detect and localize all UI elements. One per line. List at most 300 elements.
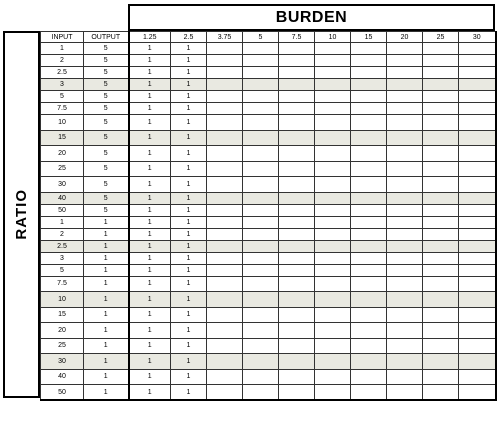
cell-burden-value[interactable] bbox=[351, 67, 387, 79]
cell-burden-value[interactable] bbox=[279, 323, 315, 339]
cell-burden-value[interactable] bbox=[351, 146, 387, 162]
cell-input[interactable]: 7.5 bbox=[41, 276, 84, 292]
cell-burden-value[interactable]: 1 bbox=[129, 177, 171, 193]
cell-burden-value[interactable]: 1 bbox=[171, 323, 207, 339]
cell-burden-value[interactable] bbox=[315, 240, 351, 252]
cell-burden-value[interactable]: 1 bbox=[129, 161, 171, 177]
cell-input[interactable]: 40 bbox=[41, 192, 84, 204]
cell-burden-value[interactable] bbox=[351, 91, 387, 103]
cell-burden-value[interactable]: 1 bbox=[171, 252, 207, 264]
cell-burden-value[interactable] bbox=[279, 115, 315, 131]
cell-input[interactable]: 2 bbox=[41, 228, 84, 240]
cell-burden-value[interactable] bbox=[207, 264, 243, 276]
cell-burden-value[interactable] bbox=[243, 161, 279, 177]
cell-burden-value[interactable] bbox=[315, 103, 351, 115]
cell-burden-value[interactable] bbox=[423, 91, 459, 103]
cell-burden-value[interactable] bbox=[315, 161, 351, 177]
cell-burden-value[interactable]: 1 bbox=[171, 192, 207, 204]
cell-burden-value[interactable] bbox=[315, 115, 351, 131]
cell-burden-value[interactable] bbox=[279, 264, 315, 276]
cell-burden-value[interactable] bbox=[351, 130, 387, 146]
cell-burden-value[interactable] bbox=[315, 67, 351, 79]
cell-burden-value[interactable] bbox=[459, 67, 496, 79]
cell-burden-value[interactable] bbox=[315, 323, 351, 339]
cell-burden-value[interactable]: 1 bbox=[129, 252, 171, 264]
cell-output[interactable]: 5 bbox=[84, 192, 129, 204]
cell-burden-value[interactable]: 1 bbox=[171, 161, 207, 177]
cell-burden-value[interactable] bbox=[387, 323, 423, 339]
cell-burden-value[interactable] bbox=[315, 369, 351, 385]
cell-input[interactable]: 10 bbox=[41, 292, 84, 308]
cell-burden-value[interactable] bbox=[315, 252, 351, 264]
cell-burden-value[interactable]: 1 bbox=[171, 369, 207, 385]
cell-burden-value[interactable] bbox=[207, 338, 243, 354]
cell-burden-value[interactable] bbox=[207, 115, 243, 131]
cell-burden-value[interactable] bbox=[423, 177, 459, 193]
cell-burden-value[interactable] bbox=[459, 228, 496, 240]
cell-burden-value[interactable] bbox=[459, 385, 496, 401]
cell-burden-value[interactable]: 1 bbox=[171, 67, 207, 79]
cell-burden-value[interactable]: 1 bbox=[129, 130, 171, 146]
cell-burden-value[interactable] bbox=[207, 307, 243, 323]
cell-burden-value[interactable] bbox=[207, 130, 243, 146]
cell-burden-value[interactable] bbox=[387, 276, 423, 292]
cell-burden-value[interactable] bbox=[351, 103, 387, 115]
cell-burden-value[interactable] bbox=[315, 307, 351, 323]
cell-burden-value[interactable] bbox=[315, 204, 351, 216]
cell-burden-value[interactable] bbox=[315, 177, 351, 193]
cell-burden-value[interactable] bbox=[207, 369, 243, 385]
cell-burden-value[interactable]: 1 bbox=[171, 103, 207, 115]
cell-burden-value[interactable] bbox=[279, 354, 315, 370]
cell-burden-value[interactable]: 1 bbox=[129, 307, 171, 323]
cell-burden-value[interactable] bbox=[351, 115, 387, 131]
cell-burden-value[interactable] bbox=[423, 323, 459, 339]
cell-burden-value[interactable] bbox=[207, 43, 243, 55]
cell-input[interactable]: 20 bbox=[41, 146, 84, 162]
cell-input[interactable]: 5 bbox=[41, 264, 84, 276]
cell-output[interactable]: 1 bbox=[84, 264, 129, 276]
cell-burden-value[interactable] bbox=[207, 67, 243, 79]
cell-burden-value[interactable]: 1 bbox=[129, 240, 171, 252]
cell-output[interactable]: 1 bbox=[84, 276, 129, 292]
cell-burden-value[interactable] bbox=[459, 369, 496, 385]
cell-burden-value[interactable]: 1 bbox=[171, 307, 207, 323]
cell-burden-value[interactable] bbox=[243, 338, 279, 354]
cell-burden-value[interactable] bbox=[459, 177, 496, 193]
cell-burden-value[interactable] bbox=[243, 79, 279, 91]
cell-output[interactable]: 1 bbox=[84, 338, 129, 354]
cell-burden-value[interactable] bbox=[279, 228, 315, 240]
cell-burden-value[interactable] bbox=[243, 252, 279, 264]
cell-burden-value[interactable] bbox=[423, 264, 459, 276]
cell-burden-value[interactable] bbox=[279, 385, 315, 401]
cell-burden-value[interactable] bbox=[459, 103, 496, 115]
cell-burden-value[interactable] bbox=[351, 204, 387, 216]
cell-burden-value[interactable] bbox=[207, 146, 243, 162]
cell-burden-value[interactable] bbox=[351, 385, 387, 401]
cell-burden-value[interactable] bbox=[243, 276, 279, 292]
cell-burden-value[interactable] bbox=[315, 91, 351, 103]
cell-burden-value[interactable] bbox=[315, 385, 351, 401]
cell-burden-value[interactable] bbox=[207, 385, 243, 401]
cell-burden-value[interactable]: 1 bbox=[171, 240, 207, 252]
cell-burden-value[interactable] bbox=[387, 192, 423, 204]
cell-input[interactable]: 1 bbox=[41, 43, 84, 55]
cell-burden-value[interactable] bbox=[459, 240, 496, 252]
cell-burden-value[interactable] bbox=[351, 79, 387, 91]
cell-burden-value[interactable] bbox=[387, 228, 423, 240]
cell-burden-value[interactable] bbox=[387, 146, 423, 162]
cell-burden-value[interactable] bbox=[207, 79, 243, 91]
cell-burden-value[interactable]: 1 bbox=[129, 264, 171, 276]
cell-burden-value[interactable]: 1 bbox=[171, 91, 207, 103]
cell-burden-value[interactable] bbox=[279, 204, 315, 216]
cell-burden-value[interactable] bbox=[207, 192, 243, 204]
cell-burden-value[interactable] bbox=[207, 252, 243, 264]
cell-burden-value[interactable]: 1 bbox=[129, 369, 171, 385]
cell-burden-value[interactable] bbox=[279, 276, 315, 292]
cell-burden-value[interactable]: 1 bbox=[171, 55, 207, 67]
cell-burden-value[interactable] bbox=[315, 192, 351, 204]
cell-burden-value[interactable] bbox=[351, 228, 387, 240]
cell-burden-value[interactable] bbox=[351, 276, 387, 292]
cell-burden-value[interactable]: 1 bbox=[171, 146, 207, 162]
cell-burden-value[interactable] bbox=[207, 55, 243, 67]
cell-burden-value[interactable] bbox=[279, 240, 315, 252]
cell-burden-value[interactable] bbox=[459, 115, 496, 131]
cell-burden-value[interactable] bbox=[387, 55, 423, 67]
cell-burden-value[interactable] bbox=[279, 252, 315, 264]
cell-input[interactable]: 3 bbox=[41, 79, 84, 91]
cell-burden-value[interactable] bbox=[423, 55, 459, 67]
cell-burden-value[interactable]: 1 bbox=[171, 177, 207, 193]
cell-burden-value[interactable] bbox=[459, 43, 496, 55]
cell-burden-value[interactable] bbox=[243, 369, 279, 385]
cell-burden-value[interactable] bbox=[207, 228, 243, 240]
cell-burden-value[interactable] bbox=[243, 103, 279, 115]
cell-burden-value[interactable] bbox=[387, 79, 423, 91]
cell-burden-value[interactable] bbox=[243, 204, 279, 216]
cell-burden-value[interactable] bbox=[423, 103, 459, 115]
cell-output[interactable]: 1 bbox=[84, 216, 129, 228]
cell-burden-value[interactable] bbox=[423, 385, 459, 401]
cell-output[interactable]: 1 bbox=[84, 354, 129, 370]
cell-burden-value[interactable]: 1 bbox=[129, 338, 171, 354]
cell-burden-value[interactable] bbox=[279, 55, 315, 67]
cell-input[interactable]: 50 bbox=[41, 204, 84, 216]
cell-output[interactable]: 1 bbox=[84, 252, 129, 264]
cell-burden-value[interactable] bbox=[351, 307, 387, 323]
cell-burden-value[interactable] bbox=[351, 292, 387, 308]
cell-burden-value[interactable]: 1 bbox=[129, 292, 171, 308]
cell-input[interactable]: 25 bbox=[41, 338, 84, 354]
cell-burden-value[interactable] bbox=[279, 307, 315, 323]
cell-burden-value[interactable] bbox=[387, 161, 423, 177]
cell-burden-value[interactable]: 1 bbox=[129, 354, 171, 370]
cell-burden-value[interactable] bbox=[243, 307, 279, 323]
cell-burden-value[interactable] bbox=[387, 252, 423, 264]
cell-burden-value[interactable] bbox=[387, 264, 423, 276]
cell-burden-value[interactable] bbox=[279, 67, 315, 79]
cell-burden-value[interactable] bbox=[423, 216, 459, 228]
cell-burden-value[interactable] bbox=[351, 55, 387, 67]
cell-burden-value[interactable] bbox=[243, 115, 279, 131]
cell-burden-value[interactable] bbox=[459, 354, 496, 370]
cell-burden-value[interactable] bbox=[279, 338, 315, 354]
cell-burden-value[interactable] bbox=[459, 216, 496, 228]
cell-input[interactable]: 20 bbox=[41, 323, 84, 339]
cell-burden-value[interactable]: 1 bbox=[129, 216, 171, 228]
cell-burden-value[interactable]: 1 bbox=[129, 79, 171, 91]
cell-output[interactable]: 5 bbox=[84, 146, 129, 162]
cell-burden-value[interactable] bbox=[387, 67, 423, 79]
cell-burden-value[interactable] bbox=[459, 130, 496, 146]
cell-output[interactable]: 5 bbox=[84, 91, 129, 103]
cell-burden-value[interactable] bbox=[279, 161, 315, 177]
cell-burden-value[interactable] bbox=[243, 67, 279, 79]
cell-burden-value[interactable] bbox=[423, 192, 459, 204]
cell-burden-value[interactable]: 1 bbox=[129, 204, 171, 216]
cell-burden-value[interactable] bbox=[423, 146, 459, 162]
cell-burden-value[interactable] bbox=[459, 161, 496, 177]
cell-output[interactable]: 5 bbox=[84, 79, 129, 91]
cell-burden-value[interactable] bbox=[387, 130, 423, 146]
cell-output[interactable]: 5 bbox=[84, 55, 129, 67]
cell-output[interactable]: 1 bbox=[84, 292, 129, 308]
cell-burden-value[interactable] bbox=[207, 292, 243, 308]
cell-burden-value[interactable] bbox=[387, 115, 423, 131]
cell-burden-value[interactable] bbox=[315, 79, 351, 91]
cell-burden-value[interactable]: 1 bbox=[129, 67, 171, 79]
cell-burden-value[interactable] bbox=[351, 177, 387, 193]
cell-burden-value[interactable] bbox=[351, 252, 387, 264]
cell-burden-value[interactable] bbox=[279, 79, 315, 91]
cell-burden-value[interactable] bbox=[423, 204, 459, 216]
cell-burden-value[interactable] bbox=[315, 216, 351, 228]
cell-burden-value[interactable]: 1 bbox=[171, 43, 207, 55]
cell-burden-value[interactable]: 1 bbox=[171, 115, 207, 131]
cell-burden-value[interactable]: 1 bbox=[129, 385, 171, 401]
cell-burden-value[interactable] bbox=[243, 43, 279, 55]
cell-burden-value[interactable] bbox=[243, 292, 279, 308]
cell-burden-value[interactable] bbox=[243, 323, 279, 339]
cell-burden-value[interactable] bbox=[387, 385, 423, 401]
cell-burden-value[interactable] bbox=[351, 216, 387, 228]
cell-burden-value[interactable] bbox=[207, 103, 243, 115]
cell-burden-value[interactable]: 1 bbox=[129, 115, 171, 131]
cell-burden-value[interactable] bbox=[387, 204, 423, 216]
cell-input[interactable]: 5 bbox=[41, 91, 84, 103]
cell-burden-value[interactable] bbox=[315, 354, 351, 370]
cell-output[interactable]: 5 bbox=[84, 177, 129, 193]
cell-burden-value[interactable] bbox=[279, 130, 315, 146]
cell-input[interactable]: 15 bbox=[41, 307, 84, 323]
cell-input[interactable]: 40 bbox=[41, 369, 84, 385]
cell-output[interactable]: 5 bbox=[84, 67, 129, 79]
cell-burden-value[interactable] bbox=[423, 161, 459, 177]
cell-burden-value[interactable] bbox=[459, 292, 496, 308]
cell-burden-value[interactable] bbox=[387, 292, 423, 308]
cell-burden-value[interactable] bbox=[279, 216, 315, 228]
cell-burden-value[interactable] bbox=[459, 91, 496, 103]
cell-burden-value[interactable] bbox=[387, 369, 423, 385]
cell-burden-value[interactable]: 1 bbox=[171, 228, 207, 240]
cell-burden-value[interactable] bbox=[423, 369, 459, 385]
cell-burden-value[interactable] bbox=[207, 91, 243, 103]
cell-burden-value[interactable] bbox=[243, 216, 279, 228]
cell-burden-value[interactable] bbox=[243, 130, 279, 146]
cell-input[interactable]: 25 bbox=[41, 161, 84, 177]
cell-burden-value[interactable] bbox=[387, 307, 423, 323]
cell-burden-value[interactable] bbox=[315, 146, 351, 162]
cell-burden-value[interactable] bbox=[315, 130, 351, 146]
cell-burden-value[interactable]: 1 bbox=[171, 264, 207, 276]
cell-burden-value[interactable] bbox=[387, 91, 423, 103]
cell-input[interactable]: 2.5 bbox=[41, 240, 84, 252]
cell-burden-value[interactable] bbox=[423, 276, 459, 292]
cell-burden-value[interactable] bbox=[351, 338, 387, 354]
cell-burden-value[interactable] bbox=[207, 161, 243, 177]
cell-burden-value[interactable] bbox=[279, 369, 315, 385]
cell-burden-value[interactable]: 1 bbox=[129, 55, 171, 67]
cell-input[interactable]: 10 bbox=[41, 115, 84, 131]
cell-burden-value[interactable] bbox=[459, 55, 496, 67]
cell-output[interactable]: 5 bbox=[84, 115, 129, 131]
cell-burden-value[interactable] bbox=[351, 323, 387, 339]
cell-burden-value[interactable] bbox=[279, 91, 315, 103]
cell-burden-value[interactable] bbox=[207, 240, 243, 252]
cell-burden-value[interactable] bbox=[279, 192, 315, 204]
cell-burden-value[interactable]: 1 bbox=[129, 43, 171, 55]
cell-output[interactable]: 5 bbox=[84, 204, 129, 216]
cell-burden-value[interactable] bbox=[423, 115, 459, 131]
cell-burden-value[interactable]: 1 bbox=[171, 354, 207, 370]
cell-burden-value[interactable]: 1 bbox=[171, 276, 207, 292]
cell-burden-value[interactable] bbox=[387, 103, 423, 115]
cell-burden-value[interactable]: 1 bbox=[129, 103, 171, 115]
cell-burden-value[interactable]: 1 bbox=[129, 323, 171, 339]
cell-burden-value[interactable]: 1 bbox=[171, 385, 207, 401]
cell-burden-value[interactable] bbox=[459, 252, 496, 264]
cell-burden-value[interactable] bbox=[459, 204, 496, 216]
cell-burden-value[interactable] bbox=[459, 276, 496, 292]
cell-burden-value[interactable] bbox=[279, 103, 315, 115]
cell-input[interactable]: 1 bbox=[41, 216, 84, 228]
cell-burden-value[interactable] bbox=[459, 146, 496, 162]
cell-burden-value[interactable]: 1 bbox=[171, 79, 207, 91]
cell-burden-value[interactable] bbox=[243, 228, 279, 240]
cell-burden-value[interactable] bbox=[423, 292, 459, 308]
cell-burden-value[interactable] bbox=[207, 204, 243, 216]
cell-burden-value[interactable] bbox=[315, 55, 351, 67]
cell-output[interactable]: 1 bbox=[84, 228, 129, 240]
cell-burden-value[interactable] bbox=[387, 240, 423, 252]
cell-output[interactable]: 5 bbox=[84, 161, 129, 177]
cell-input[interactable]: 7.5 bbox=[41, 103, 84, 115]
cell-burden-value[interactable] bbox=[315, 292, 351, 308]
cell-burden-value[interactable] bbox=[315, 338, 351, 354]
cell-burden-value[interactable] bbox=[207, 354, 243, 370]
cell-burden-value[interactable] bbox=[279, 43, 315, 55]
cell-input[interactable]: 30 bbox=[41, 177, 84, 193]
cell-burden-value[interactable] bbox=[243, 146, 279, 162]
cell-burden-value[interactable]: 1 bbox=[129, 228, 171, 240]
cell-burden-value[interactable] bbox=[243, 91, 279, 103]
cell-burden-value[interactable]: 1 bbox=[129, 276, 171, 292]
cell-output[interactable]: 5 bbox=[84, 103, 129, 115]
cell-burden-value[interactable] bbox=[423, 354, 459, 370]
cell-burden-value[interactable] bbox=[351, 240, 387, 252]
cell-input[interactable]: 30 bbox=[41, 354, 84, 370]
cell-burden-value[interactable] bbox=[423, 228, 459, 240]
cell-input[interactable]: 3 bbox=[41, 252, 84, 264]
cell-burden-value[interactable] bbox=[315, 228, 351, 240]
cell-burden-value[interactable] bbox=[279, 146, 315, 162]
cell-burden-value[interactable] bbox=[351, 192, 387, 204]
cell-burden-value[interactable] bbox=[351, 161, 387, 177]
cell-burden-value[interactable] bbox=[423, 252, 459, 264]
cell-burden-value[interactable] bbox=[351, 354, 387, 370]
cell-burden-value[interactable] bbox=[459, 79, 496, 91]
cell-input[interactable]: 15 bbox=[41, 130, 84, 146]
cell-burden-value[interactable] bbox=[387, 216, 423, 228]
cell-burden-value[interactable] bbox=[423, 79, 459, 91]
cell-burden-value[interactable] bbox=[351, 369, 387, 385]
cell-burden-value[interactable] bbox=[207, 276, 243, 292]
cell-burden-value[interactable] bbox=[315, 264, 351, 276]
cell-burden-value[interactable] bbox=[243, 55, 279, 67]
cell-input[interactable]: 2.5 bbox=[41, 67, 84, 79]
cell-output[interactable]: 1 bbox=[84, 385, 129, 401]
cell-burden-value[interactable]: 1 bbox=[171, 292, 207, 308]
cell-input[interactable]: 50 bbox=[41, 385, 84, 401]
cell-output[interactable]: 1 bbox=[84, 240, 129, 252]
cell-burden-value[interactable] bbox=[351, 43, 387, 55]
cell-burden-value[interactable] bbox=[387, 338, 423, 354]
cell-burden-value[interactable] bbox=[243, 240, 279, 252]
cell-burden-value[interactable] bbox=[423, 67, 459, 79]
cell-burden-value[interactable] bbox=[279, 177, 315, 193]
cell-burden-value[interactable] bbox=[423, 338, 459, 354]
cell-output[interactable]: 5 bbox=[84, 130, 129, 146]
cell-burden-value[interactable] bbox=[207, 216, 243, 228]
cell-burden-value[interactable] bbox=[279, 292, 315, 308]
cell-burden-value[interactable] bbox=[243, 385, 279, 401]
cell-burden-value[interactable] bbox=[351, 264, 387, 276]
cell-burden-value[interactable]: 1 bbox=[129, 146, 171, 162]
cell-output[interactable]: 5 bbox=[84, 43, 129, 55]
cell-burden-value[interactable]: 1 bbox=[171, 216, 207, 228]
cell-burden-value[interactable]: 1 bbox=[129, 192, 171, 204]
cell-burden-value[interactable] bbox=[243, 354, 279, 370]
cell-output[interactable]: 1 bbox=[84, 369, 129, 385]
cell-burden-value[interactable] bbox=[243, 177, 279, 193]
cell-burden-value[interactable] bbox=[243, 264, 279, 276]
cell-burden-value[interactable] bbox=[207, 177, 243, 193]
cell-burden-value[interactable] bbox=[387, 354, 423, 370]
cell-burden-value[interactable] bbox=[387, 177, 423, 193]
cell-burden-value[interactable] bbox=[459, 264, 496, 276]
cell-burden-value[interactable] bbox=[459, 192, 496, 204]
cell-burden-value[interactable] bbox=[315, 276, 351, 292]
cell-burden-value[interactable] bbox=[459, 307, 496, 323]
cell-burden-value[interactable] bbox=[315, 43, 351, 55]
cell-burden-value[interactable] bbox=[459, 338, 496, 354]
cell-output[interactable]: 1 bbox=[84, 307, 129, 323]
cell-burden-value[interactable]: 1 bbox=[171, 204, 207, 216]
cell-burden-value[interactable]: 1 bbox=[171, 338, 207, 354]
